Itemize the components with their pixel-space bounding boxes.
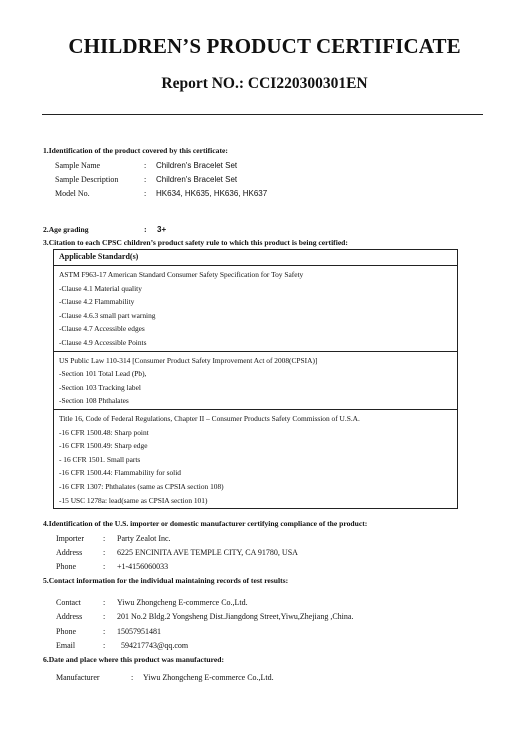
table-line: Title 16, Code of Federal Regulations, Chapter II – Consumer Products Safety Commission of U.S.A. <box>59 413 360 423</box>
sample-name-row <box>55 161 355 173</box>
model-no-label: Model No. <box>55 189 90 198</box>
colon: : <box>144 175 147 184</box>
table-line: -16 CFR 1307: Phthalates (same as CPSIA section 108) <box>59 481 224 491</box>
colon: : <box>144 161 147 170</box>
contact-address-value: 201 No.2 Bldg.2 Yongsheng Dist.Jiangdong Street,Yiwu,Zhejiang ,China. <box>117 612 354 621</box>
standard-group-astm <box>54 265 457 351</box>
importer-value: Party Zealot Inc. <box>117 534 171 543</box>
importer-address-row <box>56 548 476 560</box>
standards-table <box>53 249 458 509</box>
colon: : <box>103 562 106 571</box>
section-3-heading: 3.Citation to each CPSC children’s product safety rule to which this product is being certified: <box>43 238 348 247</box>
colon: : <box>103 627 106 636</box>
model-no-value: HK634, HK635, HK636, HK637 <box>156 189 268 198</box>
sample-name-label: Sample Name <box>55 161 101 170</box>
contact-email-label: Email <box>56 641 76 650</box>
contact-label: Contact <box>56 598 81 607</box>
colon: : <box>103 534 106 543</box>
contact-row <box>56 598 476 610</box>
header-divider <box>42 114 483 115</box>
manufacturer-value: Yiwu Zhongcheng E-commerce Co.,Ltd. <box>143 673 274 682</box>
contact-address-label: Address <box>56 612 83 621</box>
importer-label: Importer <box>56 534 84 543</box>
table-line: -Clause 4.9 Accessible Points <box>59 337 147 347</box>
colon: : <box>103 598 106 607</box>
section-5-heading: 5.Contact information for the individual maintaining records of test results: <box>43 576 289 585</box>
colon: : <box>131 673 134 682</box>
table-line: -Section 108 Phthalates <box>59 396 129 406</box>
importer-address-value: 6225 ENCINITA AVE TEMPLE CITY, CA 91780, USA <box>117 548 298 557</box>
table-line: -Clause 4.6.3 small part warning <box>59 310 156 320</box>
contact-value: Yiwu Zhongcheng E-commerce Co.,Ltd. <box>117 598 248 607</box>
section-1-heading: 1.Identification of the product covered by this certificate: <box>43 146 228 155</box>
contact-phone-value: 15057951481 <box>117 627 161 636</box>
section-6-heading: 6.Date and place where this product was manufactured: <box>43 655 224 664</box>
standard-group-cfr <box>54 409 457 508</box>
table-line: -16 CFR 1500.48: Sharp point <box>59 427 149 437</box>
manufacturer-row <box>56 673 476 685</box>
table-line: US Public Law 110-314 [Consumer Product Safety Improvement Act of 2008(CPSIA)] <box>59 355 318 365</box>
colon: : <box>103 612 106 621</box>
contact-address-row <box>56 612 476 624</box>
model-no-row <box>55 189 355 201</box>
table-header: Applicable Standard(s) <box>59 252 139 261</box>
importer-row <box>56 534 476 546</box>
contact-email-value[interactable]: 594217743@qq.com <box>121 641 189 650</box>
contact-phone-row <box>56 627 476 639</box>
section-2-heading: 2.Age grading <box>43 225 89 234</box>
importer-phone-row <box>56 562 476 574</box>
sample-description-value: Children's Bracelet Set <box>156 175 238 184</box>
table-line: -16 CFR 1500.44: Flammability for solid <box>59 468 181 478</box>
certificate-title: CHILDREN’S PRODUCT CERTIFICATE <box>68 34 461 58</box>
colon: : <box>103 641 106 650</box>
sample-description-label: Sample Description <box>55 175 119 184</box>
colon: : <box>144 225 147 234</box>
colon: : <box>144 189 147 198</box>
table-line: -Clause 4.2 Flammability <box>59 297 135 307</box>
age-grading-value: 3+ <box>157 225 167 234</box>
sample-description-row <box>55 175 355 187</box>
report-number: Report NO.: CCI220300301EN <box>161 75 368 92</box>
importer-address-label: Address <box>56 548 83 557</box>
table-line: ASTM F963-17 American Standard Consumer Safety Specification for Toy Safety <box>59 270 304 279</box>
table-line: -Clause 4.7 Accessible edges <box>59 324 145 334</box>
importer-phone-value: +1-4156060033 <box>117 562 169 571</box>
table-line: -Section 101 Total Lead (Pb), <box>59 369 147 379</box>
table-line: - 16 CFR 1501. Small parts <box>59 454 141 464</box>
colon: : <box>103 548 106 557</box>
table-line: -Section 103 Tracking label <box>59 382 141 392</box>
manufacturer-label: Manufacturer <box>56 673 100 682</box>
section-4-heading: 4.Identification of the U.S. importer or domestic manufacturer certifying compliance of the product: <box>43 519 368 528</box>
standard-group-cpsia <box>54 351 457 409</box>
table-line: -16 CFR 1500.49: Sharp edge <box>59 441 148 451</box>
contact-phone-label: Phone <box>56 627 76 636</box>
sample-name-value: Children's Bracelet Set <box>156 161 238 170</box>
importer-phone-label: Phone <box>56 562 76 571</box>
table-line: -15 USC 1278a: lead(same as CPSIA section 101) <box>59 495 208 505</box>
table-line: -Clause 4.1 Material quality <box>59 283 142 293</box>
contact-email-row <box>56 641 476 653</box>
